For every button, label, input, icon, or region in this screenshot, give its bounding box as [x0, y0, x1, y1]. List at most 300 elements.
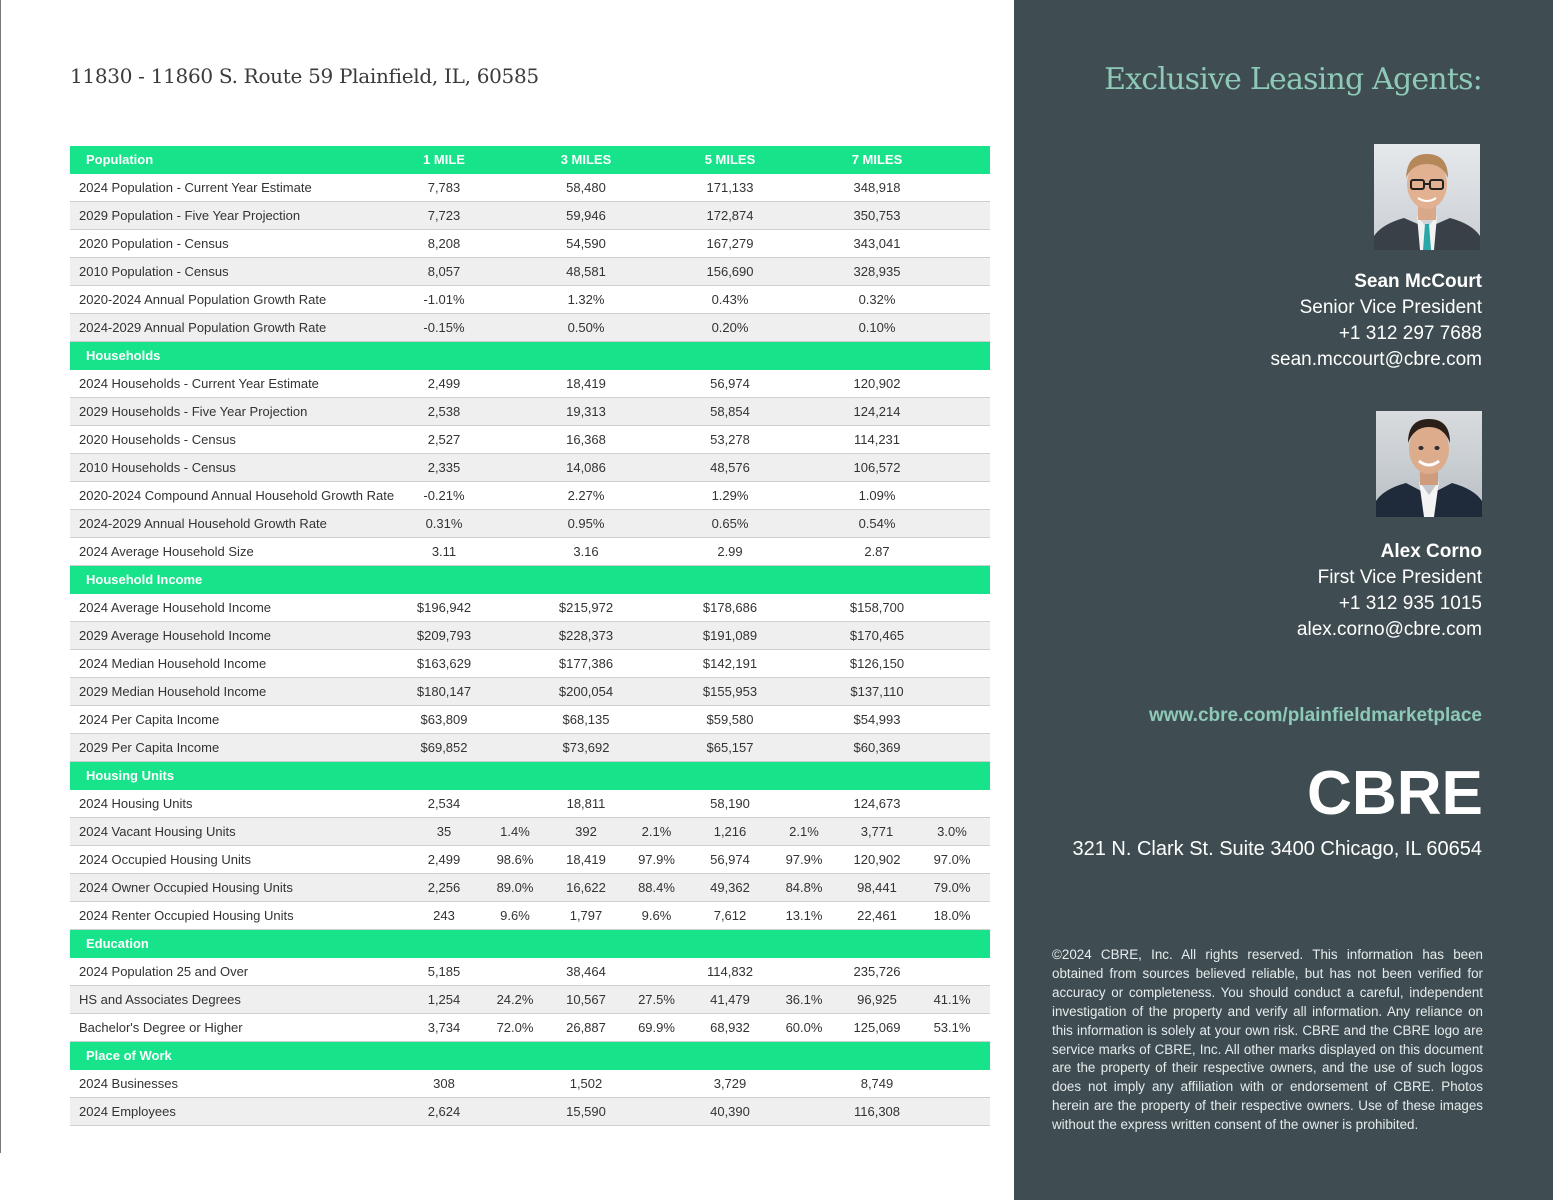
cell-percent: 36.1% — [768, 986, 840, 1014]
cell-percent: 9.6% — [621, 902, 692, 930]
cell-percent: 79.0% — [914, 874, 990, 902]
cell-percent: 24.2% — [479, 986, 551, 1014]
cell-percent — [621, 258, 692, 286]
cell-value: 1.29% — [692, 482, 768, 510]
cell-value: $209,793 — [409, 622, 479, 650]
agent-card-alex-corno — [1297, 539, 1482, 643]
cell-value: 56,974 — [692, 370, 768, 398]
table-row — [70, 706, 990, 734]
cell-percent — [621, 314, 692, 342]
table-row — [70, 482, 990, 510]
cell-percent — [621, 734, 692, 762]
agent-title: First Vice President — [1317, 567, 1482, 588]
row-label: 2020 Households - Census — [70, 426, 409, 454]
row-label: 2024 Median Household Income — [70, 650, 409, 678]
cell-percent — [768, 594, 840, 622]
table-row — [70, 902, 990, 930]
cell-percent — [621, 650, 692, 678]
cell-percent — [621, 202, 692, 230]
demographics-table — [70, 146, 990, 1126]
property-address: 11830 - 11860 S. Route 59 Plainfield, IL, 60585 — [70, 64, 539, 88]
cell-percent — [621, 622, 692, 650]
cell-value: 19,313 — [551, 398, 621, 426]
cell-value: 58,480 — [551, 174, 621, 202]
table-row — [70, 1014, 990, 1042]
cell-percent — [768, 482, 840, 510]
portrait-icon — [1374, 144, 1480, 250]
cell-percent — [479, 706, 551, 734]
cell-value: 308 — [409, 1070, 479, 1098]
cell-percent — [768, 538, 840, 566]
cell-percent — [768, 370, 840, 398]
column-header — [840, 1042, 914, 1070]
cell-value: 0.32% — [840, 286, 914, 314]
cell-percent: 53.1% — [914, 1014, 990, 1042]
column-header-spacer — [479, 762, 551, 790]
cell-value: 172,874 — [692, 202, 768, 230]
column-header-spacer — [768, 342, 840, 370]
table-row — [70, 426, 990, 454]
cell-value: $170,465 — [840, 622, 914, 650]
row-label: 2024 Population - Current Year Estimate — [70, 174, 409, 202]
cell-value: 56,974 — [692, 846, 768, 874]
cell-percent — [479, 258, 551, 286]
cell-value: 243 — [409, 902, 479, 930]
cell-value: $180,147 — [409, 678, 479, 706]
row-label: 2024 Per Capita Income — [70, 706, 409, 734]
table-row — [70, 650, 990, 678]
column-header-spacer — [621, 146, 692, 174]
agent-name: Sean McCourt — [1354, 271, 1482, 292]
cell-value: 114,231 — [840, 426, 914, 454]
column-header-spacer — [914, 762, 990, 790]
cell-value: 1,502 — [551, 1070, 621, 1098]
cell-value: $142,191 — [692, 650, 768, 678]
column-header-spacer — [621, 566, 692, 594]
cell-percent — [914, 482, 990, 510]
column-header-spacer — [914, 930, 990, 958]
cell-value: $196,942 — [409, 594, 479, 622]
cell-percent — [479, 230, 551, 258]
cell-value: $137,110 — [840, 678, 914, 706]
cell-value: 35 — [409, 818, 479, 846]
cell-value: $73,692 — [551, 734, 621, 762]
cell-percent — [768, 426, 840, 454]
cell-percent — [768, 202, 840, 230]
table-row — [70, 174, 990, 202]
cell-value: $59,580 — [692, 706, 768, 734]
row-label: 2029 Population - Five Year Projection — [70, 202, 409, 230]
cell-value: 3.16 — [551, 538, 621, 566]
cell-value: 125,069 — [840, 1014, 914, 1042]
cell-percent — [914, 454, 990, 482]
cell-percent — [621, 174, 692, 202]
cell-percent — [768, 230, 840, 258]
cell-value: $163,629 — [409, 650, 479, 678]
cell-percent — [768, 510, 840, 538]
table-row — [70, 538, 990, 566]
cell-percent — [914, 734, 990, 762]
demographics-table-body — [70, 146, 990, 1126]
cell-percent — [768, 734, 840, 762]
cell-value: 2.87 — [840, 538, 914, 566]
row-label: 2020-2024 Compound Annual Household Growth Rate — [70, 482, 409, 510]
cell-value: 8,208 — [409, 230, 479, 258]
column-header-spacer — [621, 930, 692, 958]
column-header-spacer — [621, 762, 692, 790]
cell-value: 106,572 — [840, 454, 914, 482]
cell-value: 48,581 — [551, 258, 621, 286]
table-row — [70, 874, 990, 902]
table-row — [70, 818, 990, 846]
website-link[interactable]: www.cbre.com/plainfieldmarketplace — [1149, 705, 1482, 726]
column-header — [692, 1042, 768, 1070]
agent-card-sean-mccourt — [1271, 269, 1482, 373]
agent-email[interactable]: sean.mccourt@cbre.com — [1270, 349, 1482, 370]
cell-percent — [479, 454, 551, 482]
section-header-row — [70, 146, 990, 174]
cell-percent — [479, 314, 551, 342]
agent-phone[interactable]: +1 312 935 1015 — [1338, 593, 1482, 614]
cell-percent — [768, 174, 840, 202]
cell-percent — [914, 230, 990, 258]
cell-percent — [914, 622, 990, 650]
cell-value: 10,567 — [551, 986, 621, 1014]
cell-percent — [479, 650, 551, 678]
cell-percent — [914, 510, 990, 538]
cell-value: 120,902 — [840, 370, 914, 398]
cell-percent — [621, 538, 692, 566]
cell-value: 58,190 — [692, 790, 768, 818]
cell-percent — [621, 594, 692, 622]
cell-percent — [768, 286, 840, 314]
cell-percent — [479, 538, 551, 566]
cell-percent — [621, 398, 692, 426]
row-label: 2024 Employees — [70, 1098, 409, 1126]
column-header-spacer — [621, 342, 692, 370]
table-row — [70, 398, 990, 426]
cell-percent: 9.6% — [479, 902, 551, 930]
row-label: 2024 Businesses — [70, 1070, 409, 1098]
cell-percent — [621, 510, 692, 538]
cell-value: 38,464 — [551, 958, 621, 986]
cell-value: 116,308 — [840, 1098, 914, 1126]
table-row — [70, 454, 990, 482]
table-row — [70, 314, 990, 342]
column-header — [409, 762, 479, 790]
section-title: Housing Units — [70, 762, 409, 790]
column-header-spacer — [479, 146, 551, 174]
section-title: Household Income — [70, 566, 409, 594]
cell-percent: 97.0% — [914, 846, 990, 874]
column-header — [692, 342, 768, 370]
cell-percent — [914, 202, 990, 230]
agents-heading: Exclusive Leasing Agents: — [1104, 62, 1482, 97]
cell-value: 8,749 — [840, 1070, 914, 1098]
cell-percent — [479, 482, 551, 510]
cell-percent — [914, 398, 990, 426]
row-label: 2024 Average Household Size — [70, 538, 409, 566]
cell-percent — [479, 594, 551, 622]
column-header — [409, 342, 479, 370]
cell-value: 3.11 — [409, 538, 479, 566]
table-row — [70, 258, 990, 286]
cell-percent: 89.0% — [479, 874, 551, 902]
section-header-row — [70, 342, 990, 370]
cell-percent: 60.0% — [768, 1014, 840, 1042]
cell-percent — [914, 286, 990, 314]
cell-value: 171,133 — [692, 174, 768, 202]
cell-value: 53,278 — [692, 426, 768, 454]
cell-value: 2.99 — [692, 538, 768, 566]
column-header-spacer — [768, 1042, 840, 1070]
cell-value: $155,953 — [692, 678, 768, 706]
cell-percent — [914, 958, 990, 986]
row-label: 2024-2029 Annual Household Growth Rate — [70, 510, 409, 538]
agent-photo-alex-corno — [1376, 411, 1482, 517]
cell-value: 1.09% — [840, 482, 914, 510]
agent-name: Alex Corno — [1380, 541, 1482, 562]
column-header — [409, 1042, 479, 1070]
cell-percent — [914, 1070, 990, 1098]
cell-value: 59,946 — [551, 202, 621, 230]
row-label: 2024 Owner Occupied Housing Units — [70, 874, 409, 902]
cell-value: 2,538 — [409, 398, 479, 426]
cell-value: $215,972 — [551, 594, 621, 622]
cell-value: 48,576 — [692, 454, 768, 482]
cell-value: 114,832 — [692, 958, 768, 986]
cbre-logo-text: CBRE — [1307, 766, 1483, 818]
cell-percent: 3.0% — [914, 818, 990, 846]
row-label: 2024 Occupied Housing Units — [70, 846, 409, 874]
cell-value: 2,499 — [409, 370, 479, 398]
cell-value: 156,690 — [692, 258, 768, 286]
column-header — [551, 762, 621, 790]
cell-percent: 2.1% — [768, 818, 840, 846]
cell-value: -0.15% — [409, 314, 479, 342]
cell-value: 2.27% — [551, 482, 621, 510]
cell-percent — [479, 286, 551, 314]
cell-value: 2,335 — [409, 454, 479, 482]
column-header — [409, 930, 479, 958]
table-row — [70, 678, 990, 706]
section-header-row — [70, 566, 990, 594]
table-row — [70, 510, 990, 538]
cell-value: 0.43% — [692, 286, 768, 314]
cell-value: 96,925 — [840, 986, 914, 1014]
cell-value: $191,089 — [692, 622, 768, 650]
section-header-row — [70, 762, 990, 790]
column-header-spacer — [768, 930, 840, 958]
cell-value: 15,590 — [551, 1098, 621, 1126]
cell-value: 167,279 — [692, 230, 768, 258]
cell-percent — [479, 510, 551, 538]
column-header-spacer — [914, 1042, 990, 1070]
cbre-logo — [1307, 766, 1483, 823]
cell-value: 0.10% — [840, 314, 914, 342]
cell-percent — [621, 1098, 692, 1126]
row-label: 2010 Population - Census — [70, 258, 409, 286]
section-title: Population — [70, 146, 409, 174]
cell-percent — [621, 426, 692, 454]
row-label: 2024 Housing Units — [70, 790, 409, 818]
cell-value: 3,729 — [692, 1070, 768, 1098]
cell-value: $65,157 — [692, 734, 768, 762]
cell-value: 0.95% — [551, 510, 621, 538]
cell-value: 343,041 — [840, 230, 914, 258]
cell-value: 1,254 — [409, 986, 479, 1014]
section-title: Place of Work — [70, 1042, 409, 1070]
column-header — [840, 930, 914, 958]
cell-value: 0.65% — [692, 510, 768, 538]
cell-percent: 84.8% — [768, 874, 840, 902]
cell-value: 328,935 — [840, 258, 914, 286]
cell-percent — [914, 1098, 990, 1126]
cell-value: 1,797 — [551, 902, 621, 930]
cell-percent — [768, 790, 840, 818]
cell-value: 18,419 — [551, 370, 621, 398]
column-header-spacer — [621, 1042, 692, 1070]
cell-percent: 41.1% — [914, 986, 990, 1014]
section-title: Households — [70, 342, 409, 370]
cell-value: 1.32% — [551, 286, 621, 314]
agents-sidebar — [1014, 0, 1553, 1200]
cell-percent — [621, 454, 692, 482]
cell-value: 120,902 — [840, 846, 914, 874]
cell-percent — [914, 370, 990, 398]
cell-value: 41,479 — [692, 986, 768, 1014]
cell-value: 235,726 — [840, 958, 914, 986]
cell-percent — [621, 706, 692, 734]
cell-percent: 13.1% — [768, 902, 840, 930]
cell-value: $178,686 — [692, 594, 768, 622]
column-header — [840, 762, 914, 790]
cell-value: 14,086 — [551, 454, 621, 482]
column-header — [551, 930, 621, 958]
row-label: Bachelor's Degree or Higher — [70, 1014, 409, 1042]
cell-value: 2,534 — [409, 790, 479, 818]
cell-percent — [914, 594, 990, 622]
cell-percent — [621, 286, 692, 314]
cell-value: 5,185 — [409, 958, 479, 986]
cell-value: 7,612 — [692, 902, 768, 930]
cell-value: $200,054 — [551, 678, 621, 706]
cell-percent — [768, 398, 840, 426]
cell-percent — [479, 1070, 551, 1098]
cell-percent — [768, 1070, 840, 1098]
cell-percent — [479, 790, 551, 818]
cell-value: 348,918 — [840, 174, 914, 202]
cell-value: 7,783 — [409, 174, 479, 202]
table-row — [70, 594, 990, 622]
table-row — [70, 958, 990, 986]
cell-value: 8,057 — [409, 258, 479, 286]
row-label: 2029 Households - Five Year Projection — [70, 398, 409, 426]
table-row — [70, 846, 990, 874]
cell-percent — [621, 958, 692, 986]
row-label: HS and Associates Degrees — [70, 986, 409, 1014]
cell-value: 124,673 — [840, 790, 914, 818]
table-row — [70, 370, 990, 398]
portrait-icon — [1376, 411, 1482, 517]
row-label: 2024 Average Household Income — [70, 594, 409, 622]
cell-value: 2,499 — [409, 846, 479, 874]
cell-value: 7,723 — [409, 202, 479, 230]
cell-value: $60,369 — [840, 734, 914, 762]
agent-phone[interactable]: +1 312 297 7688 — [1338, 323, 1482, 344]
cell-value: 2,527 — [409, 426, 479, 454]
cell-value: 2,624 — [409, 1098, 479, 1126]
section-header-row — [70, 930, 990, 958]
agent-email[interactable]: alex.corno@cbre.com — [1296, 619, 1482, 640]
cell-percent — [479, 398, 551, 426]
row-label: 2024 Vacant Housing Units — [70, 818, 409, 846]
column-header-spacer — [479, 342, 551, 370]
cell-value: 16,368 — [551, 426, 621, 454]
column-header-spacer — [768, 762, 840, 790]
table-row — [70, 286, 990, 314]
column-header: 1 MILE — [409, 146, 479, 174]
legal-disclaimer: ©2024 CBRE, Inc. All rights reserved. This information has been obtained from sources believed reliable, but has not been verified for accuracy or completeness. You should conduct a careful, independent investigation of the property and verify all information. Any reliance on this information is solely at your own risk. CBRE and the CBRE logo are service marks of CBRE, Inc. All other marks displayed on this document are the property of their respective owners, and the use of such logos does not imply any affiliation with or endorsement of CBRE. Photos herein are the property of their respective owners. Use of these images without the express written consent of the owner is prohibited. — [1052, 947, 1483, 1133]
cell-percent — [621, 370, 692, 398]
cell-percent — [914, 258, 990, 286]
cell-percent — [914, 650, 990, 678]
cell-percent — [479, 622, 551, 650]
cell-percent — [621, 482, 692, 510]
column-header — [692, 566, 768, 594]
cell-percent — [621, 678, 692, 706]
cell-value: 54,590 — [551, 230, 621, 258]
cell-value: 392 — [551, 818, 621, 846]
cell-value: 68,932 — [692, 1014, 768, 1042]
row-label: 2024 Renter Occupied Housing Units — [70, 902, 409, 930]
table-row — [70, 230, 990, 258]
cell-value: 0.54% — [840, 510, 914, 538]
cell-percent — [479, 370, 551, 398]
cell-percent: 72.0% — [479, 1014, 551, 1042]
cell-percent — [914, 678, 990, 706]
cell-percent — [479, 734, 551, 762]
agent-title: Senior Vice President — [1299, 297, 1482, 318]
column-header: 5 MILES — [692, 146, 768, 174]
cell-value: 16,622 — [551, 874, 621, 902]
cell-value: $69,852 — [409, 734, 479, 762]
column-header-spacer — [914, 566, 990, 594]
table-row — [70, 986, 990, 1014]
cell-value: 1,216 — [692, 818, 768, 846]
cell-value: 2,256 — [409, 874, 479, 902]
column-header-spacer — [479, 930, 551, 958]
table-row — [70, 202, 990, 230]
row-label: 2024 Households - Current Year Estimate — [70, 370, 409, 398]
cell-percent: 97.9% — [768, 846, 840, 874]
column-header — [692, 762, 768, 790]
row-label: 2029 Average Household Income — [70, 622, 409, 650]
cell-percent — [621, 230, 692, 258]
cell-value: 18,811 — [551, 790, 621, 818]
cell-percent: 27.5% — [621, 986, 692, 1014]
section-title: Education — [70, 930, 409, 958]
column-header: 7 MILES — [840, 146, 914, 174]
cell-value: 3,771 — [840, 818, 914, 846]
cell-percent — [914, 174, 990, 202]
cell-percent — [914, 706, 990, 734]
cell-percent: 18.0% — [914, 902, 990, 930]
cell-value: 0.31% — [409, 510, 479, 538]
cell-percent — [768, 706, 840, 734]
column-header-spacer — [768, 146, 840, 174]
table-row — [70, 1098, 990, 1126]
